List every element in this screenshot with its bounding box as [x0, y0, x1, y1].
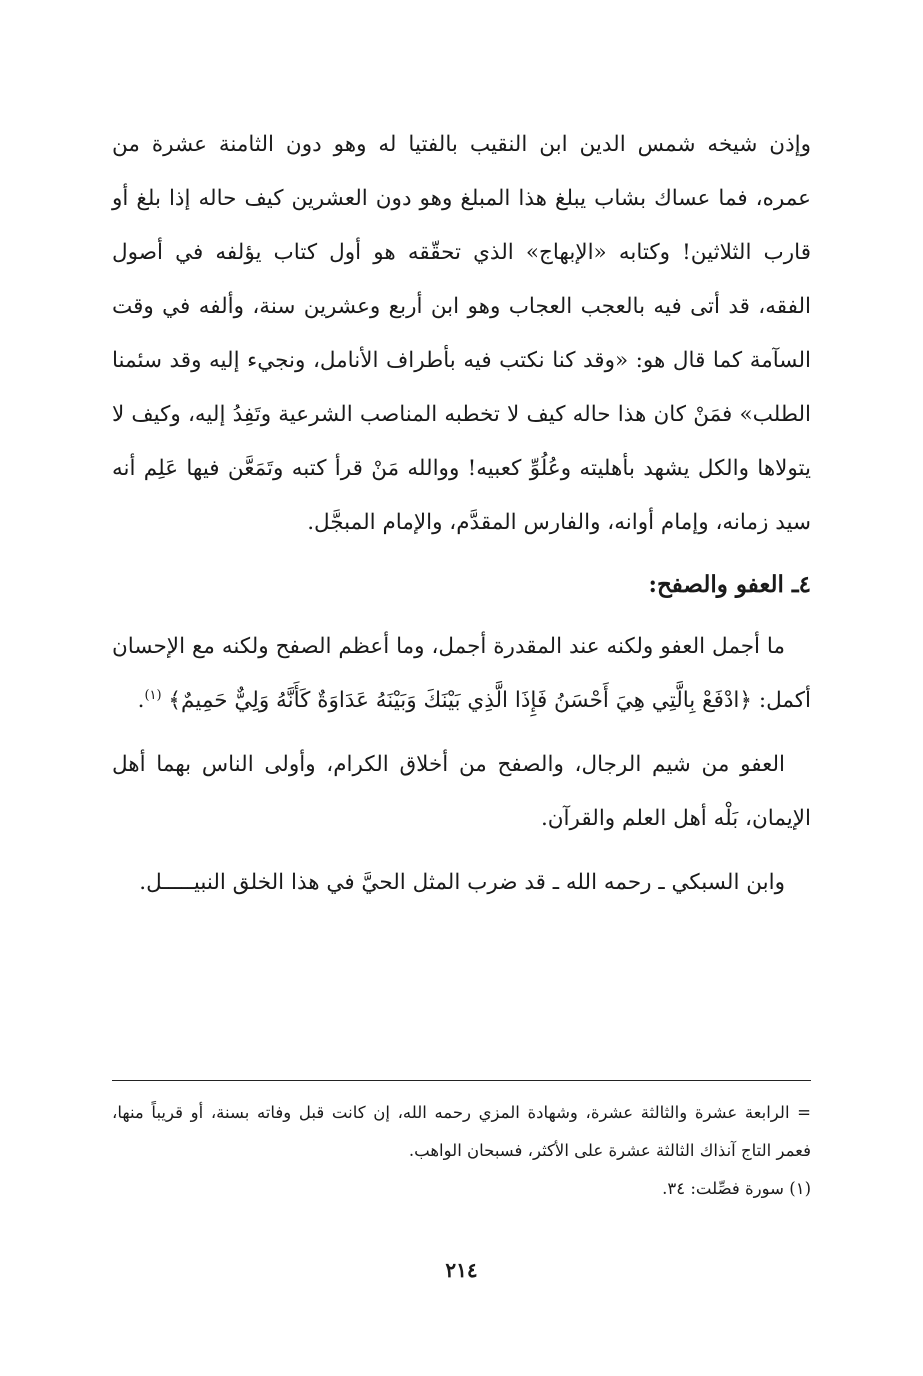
- footnotes: [112, 1094, 811, 1208]
- paragraph-intro-text: ما أجمل العفو ولكنه عند المقدرة أجمل، وما أعظم الصفح ولكنه مع الإحسان أكمل:: [112, 634, 811, 713]
- paragraph-gap: [112, 728, 811, 738]
- page-number: ٢١٤: [445, 1258, 478, 1282]
- footnote-1: (١) سورة فصِّلت: ٣٤.: [662, 1179, 811, 1198]
- main-text: [112, 118, 811, 910]
- paragraph-gap: [112, 846, 811, 856]
- footnote-separator: [112, 1080, 811, 1081]
- paragraph-pardon-quran: [112, 620, 811, 728]
- section-heading: ٤ـ العفو والصفح:: [648, 571, 811, 598]
- footnote-continuation: = الرابعة عشرة والثالثة عشرة، وشهادة المزي رحمه الله، إن كانت قبل وفاته بسنة، أو قريباً منها، فعمر التاج آنذاك الثالثة عشرة على الأكثر، فسبحان الواهب.: [112, 1103, 811, 1160]
- footnote-reference: (١): [144, 687, 162, 703]
- quran-verse: ﴿ادْفَعْ بِالَّتِي هِيَ أَحْسَنُ فَإِذَا الَّذِي بَيْنَكَ وَبَيْنَهُ عَدَاوَةٌ كَأَنَّهُ وَلِيٌّ حَمِيمٌ﴾: [168, 688, 752, 713]
- paragraph-pardon-virtue: العفو من شيم الرجال، والصفح من أخلاق الكرام، وأولى الناس بهما أهل الإيمان، بَلْه أهل العلم والقرآن.: [112, 752, 811, 831]
- paragraph-ibn-al-naqib: وإذن شيخه شمس الدين ابن النقيب بالفتيا له وهو دون الثامنة عشرة من عمره، فما عساك بشاب يبلغ هذا المبلغ وهو دون العشرين كيف حاله إذا بلغ أو قارب الثلاثين! وكتابه «الإبهاج» الذي تحقّقه هو أول كتاب يؤلفه في أصول الفقه، قد أتى فيه بالعجب العجاب وهو ابن أربع وعشرين سنة، وألفه في وقت السآمة كما قال هو: «وقد كنا نكتب فيه بأطراف الأنامل، ونجيء إليه وقد سئمنا الطلب» فمَنْ كان هذا حاله كيف لا تخطبه المناصب الشرعية وتَفِدُ إليه، وكيف لا يتولاها والكل يشهد بأهليته وعُلُوِّ كعبيه! ووالله مَنْ قرأ كتبه وتَمَعَّن فيها عَلِم أنه سيد زمانه، وإمام أوانه، والفارس المقدَّم، والإمام المبجَّل.: [112, 132, 811, 535]
- paragraph-ibn-subki: وابن السبكي ـ رحمه الله ـ قد ضرب المثل الحيَّ في هذا الخلق النبيـــــل.: [139, 870, 785, 895]
- paragraph-end-mark: .: [137, 688, 145, 713]
